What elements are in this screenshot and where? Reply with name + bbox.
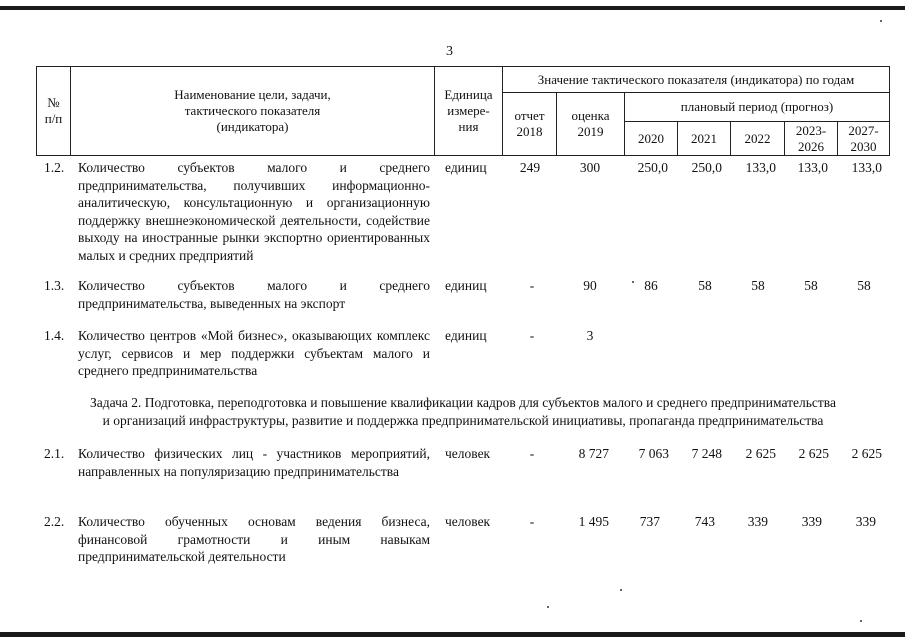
task-2-line-1: Задача 2. Подготовка, переподготовка и повышение квалификации кадров для субъектов малого и среднего предпринимательства xyxy=(90,395,836,410)
value-estimate-2019: 300 xyxy=(579,160,601,175)
header-year-2027-2030-label: 2027-2030 xyxy=(848,122,879,154)
value-2027-2030: 339 xyxy=(855,514,876,529)
row-unit: единиц xyxy=(445,160,487,175)
value-2021: 58 xyxy=(698,278,712,293)
value-estimate-2019: 90 xyxy=(583,278,597,293)
scan-speck xyxy=(880,20,882,22)
value-2020: 86 xyxy=(644,278,658,293)
value-2023-2026: 2 625 xyxy=(798,446,829,461)
row-number: 2.1. xyxy=(44,446,65,461)
header-planned-label: плановый период (прогноз) xyxy=(680,99,834,114)
value-2021: 7 248 xyxy=(691,446,722,461)
row-name: Количество центров «Мой бизнес», оказывающих комплекс услуг, сервисов и мер поддержки субъектам малого и среднего предпринимательства xyxy=(78,328,430,378)
header-report-label: отчет 2018 xyxy=(514,108,545,139)
value-2023-2026: 58 xyxy=(804,278,818,293)
value-estimate-2019: 3 xyxy=(586,328,594,343)
header-year-2020-label: 2020 xyxy=(638,130,664,146)
header-no xyxy=(36,66,71,156)
header-values-title xyxy=(502,66,890,93)
value-2022: 2 625 xyxy=(745,446,776,461)
value-2021: 250,0 xyxy=(691,160,722,175)
row-name: Количество физических лиц - участников мероприятий, направленных на популяризацию предпринимательства xyxy=(78,446,430,479)
value-2023-2026: 133,0 xyxy=(797,160,828,175)
value-report-2018: 249 xyxy=(519,160,541,175)
header-planned xyxy=(624,92,890,122)
row-number: 1.4. xyxy=(44,328,65,343)
header-year-2020 xyxy=(624,121,678,156)
scan-speck xyxy=(620,589,622,591)
row-number: 2.2. xyxy=(44,514,65,529)
header-year-2023-2026-label: 2023-2026 xyxy=(795,122,827,154)
value-2021: 743 xyxy=(694,514,715,529)
value-2022: 58 xyxy=(751,278,765,293)
scan-speck xyxy=(632,281,634,283)
value-report-2018: - xyxy=(529,446,535,461)
row-number: 1.2. xyxy=(44,160,65,175)
row-name: Количество субъектов малого и среднего предпринимательства, получивших информационно-аналитическую, консультационную и организационную поддержку внешнеэкономической деятельности, содействие выходу на иностранные рынки экспортно ориентированных малых и средних предприятий xyxy=(78,160,430,263)
header-name xyxy=(70,66,435,156)
row-unit: единиц xyxy=(445,328,487,343)
task-2-line-2: и организаций инфраструктуры, развитие и поддержка предпринимательской инициативы, пропаганда предпринимательства xyxy=(102,413,824,428)
header-report xyxy=(502,92,557,156)
value-2023-2026: 339 xyxy=(801,514,822,529)
header-unit-label: Единица измере-ния xyxy=(444,87,493,134)
row-unit: человек xyxy=(445,446,491,461)
header-year-2021-label: 2021 xyxy=(691,130,717,146)
top-scan-rule xyxy=(0,6,905,10)
header-estimate xyxy=(556,92,625,156)
value-report-2018: - xyxy=(529,278,535,293)
row-number: 1.3. xyxy=(44,278,65,293)
header-year-2021 xyxy=(677,121,731,156)
value-2027-2030: 2 625 xyxy=(851,446,882,461)
value-2027-2030: 58 xyxy=(857,278,871,293)
row-name: Количество субъектов малого и среднего предпринимательства, выведенных на экспорт xyxy=(78,278,430,311)
header-year-2022-label: 2022 xyxy=(744,130,771,146)
header-year-2022 xyxy=(730,121,785,156)
header-estimate-label: оценка 2019 xyxy=(571,108,610,139)
bottom-scan-rule xyxy=(0,632,905,637)
value-2022: 339 xyxy=(747,514,768,529)
header-year-2027-2030 xyxy=(837,121,890,156)
header-unit xyxy=(434,66,503,156)
value-2022: 133,0 xyxy=(745,160,776,175)
value-report-2018: - xyxy=(529,514,535,529)
value-2020: 7 063 xyxy=(638,446,669,461)
header-values-title-label: Значение тактического показателя (индикатора) по годам xyxy=(537,71,855,87)
value-2020: 250,0 xyxy=(637,160,668,175)
value-estimate-2019: 8 727 xyxy=(578,446,609,461)
scan-speck xyxy=(547,606,549,608)
value-2027-2030: 133,0 xyxy=(851,160,882,175)
value-2020: 737 xyxy=(639,514,660,529)
row-unit: единиц xyxy=(445,278,487,293)
row-name: Количество обученных основам ведения бизнеса, финансовой грамотности и иным навыкам предпринимательской деятельности xyxy=(78,514,430,564)
header-name-label: Наименование цели, задачи, тактического показателя (индикатора) xyxy=(174,87,331,134)
value-report-2018: - xyxy=(529,328,535,343)
row-unit: человек xyxy=(445,514,491,529)
value-estimate-2019: 1 495 xyxy=(578,514,609,529)
scan-speck xyxy=(860,620,862,622)
header-no-label: № п/п xyxy=(44,95,63,126)
header-year-2023-2026 xyxy=(784,121,838,156)
task-2-heading xyxy=(36,394,890,430)
page-number: 3 xyxy=(446,44,453,59)
